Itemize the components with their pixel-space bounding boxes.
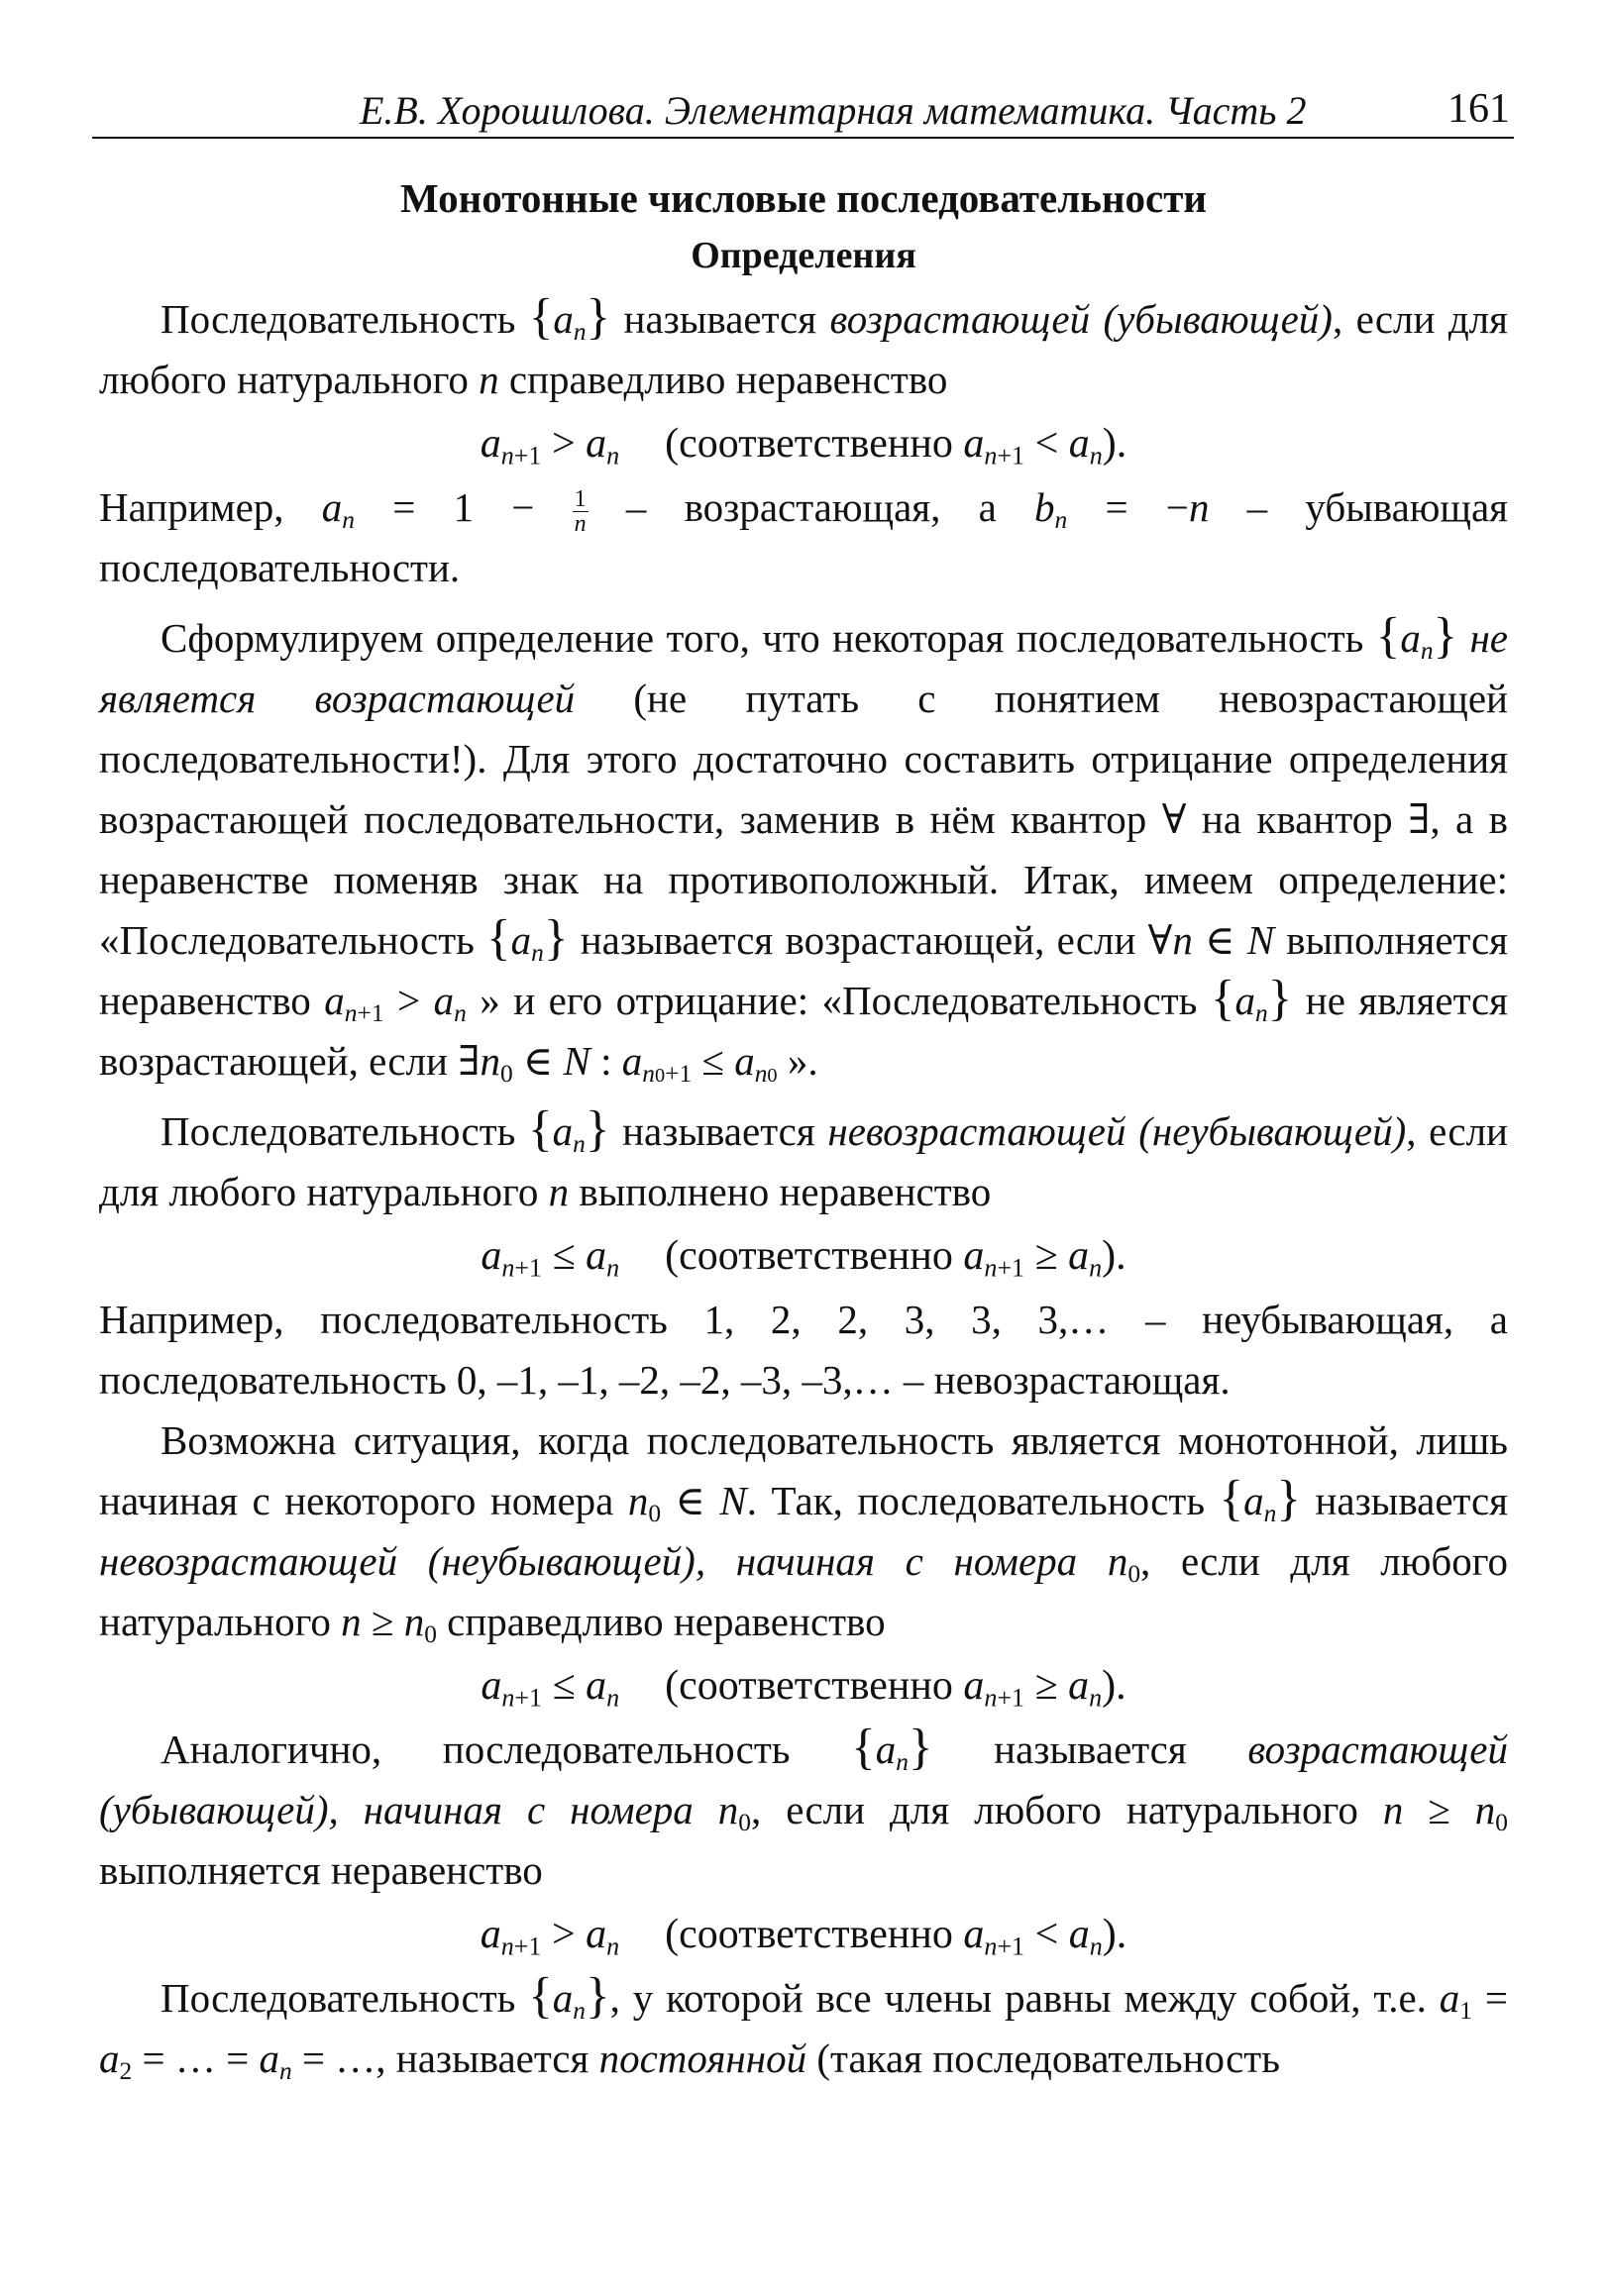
paragraph-example-2: Например, последовательность 1, 2, 2, 3, 3, 3,… – неубывающая, а последовательность 0, –1, –1, –2, –2, –3, –3,… – невозрастающая. [99, 1297, 1508, 1403]
running-title: Е.В. Хорошилова. Элементарная математика. Часть 2 [360, 88, 1307, 133]
formula-nonincreasing-from-n0: $a_{n+1} \le a_n$ (соответственно $a_{n+1} \ge a_n$). [481, 1663, 1126, 1713]
paragraph-negation: Сформулируем определение того, что некоторая последовательность $\{a_n\}$ не является возрастающей (не путать с понятием невозрастающей последовательности!). Для этого достаточно составить отрицание определения возрастающей последовательности, заменив в нём квантор ∀ на квантор ∃, а в неравенстве поменяв знак на противоположный. Итак, имеем определение: «Последовательность $\{a_n\}$ называется возрастающей, если ∀n ∈ N выполняется неравенство $a_{n+1} > a_n$ » и его отрицание: «Последовательность $\{a_n\}$ не является возрастающей, если $\exists n_0$ ∈ N : $a_{n0+1} \le a_{n0}$ ». [99, 607, 1509, 1089]
paragraph-monotonic-from-n0: Возможна ситуация, когда последовательность является монотонной, лишь начиная с некоторого номера $n_0$ ∈ N. Так, последовательность $\{a_n\}$ называется невозрастающей (неубывающей), начиная с номера $n_0$, если для любого натурального $n \ge n_0$ справедливо неравенство [99, 1417, 1509, 1649]
paragraph-definition-increasing: Последовательность $\{a_n\}$ называется возрастающей (убывающей), если для любого натурального n справедливо неравенство [99, 288, 1508, 402]
page-number: 161 [1447, 86, 1510, 132]
paragraph-example-1: Например, $a_n = 1$ − $\frac{1}{n}$ – возрастающая, а $b_n = -n$ – убывающая последовательности. [99, 484, 1509, 590]
formula-nonincreasing: $a_{n+1} \le a_n$ (соответственно $a_{n+1} \ge a_n$). [481, 1233, 1126, 1283]
body-text [99, 166, 1508, 2089]
paragraph-constant: Последовательность $\{a_n\}$, у которой все члены равны между собой, т.е. $a_1 = a_2$ = … = $a_n$ = …, называется постоянной (такая последовательность [99, 1967, 1508, 2086]
paragraph-definition-nonincreasing: Последовательность $\{a_n\}$ называется невозрастающей (неубывающей), если для любого натурального n выполнено неравенство [99, 1100, 1508, 1214]
formula-increasing: $a_{n+1} > a_n$ (соответственно $a_{n+1} < a_n$). [480, 421, 1127, 470]
section-subtitle: Определения [691, 235, 916, 276]
formula-increasing-from-n0: $a_{n+1} > a_n$ (соответственно $a_{n+1} < a_n$). [480, 1912, 1127, 1961]
running-header [92, 85, 1514, 139]
section-title: Монотонные числовые последовательности [400, 175, 1207, 221]
paragraph-increasing-from-n0: Аналогично, последовательность $\{a_n\}$ называется возрастающей (убывающей), начиная с номера $n_0$, если для любого натурального $n \ge n_0$ выполняется неравенство [99, 1719, 1509, 1893]
